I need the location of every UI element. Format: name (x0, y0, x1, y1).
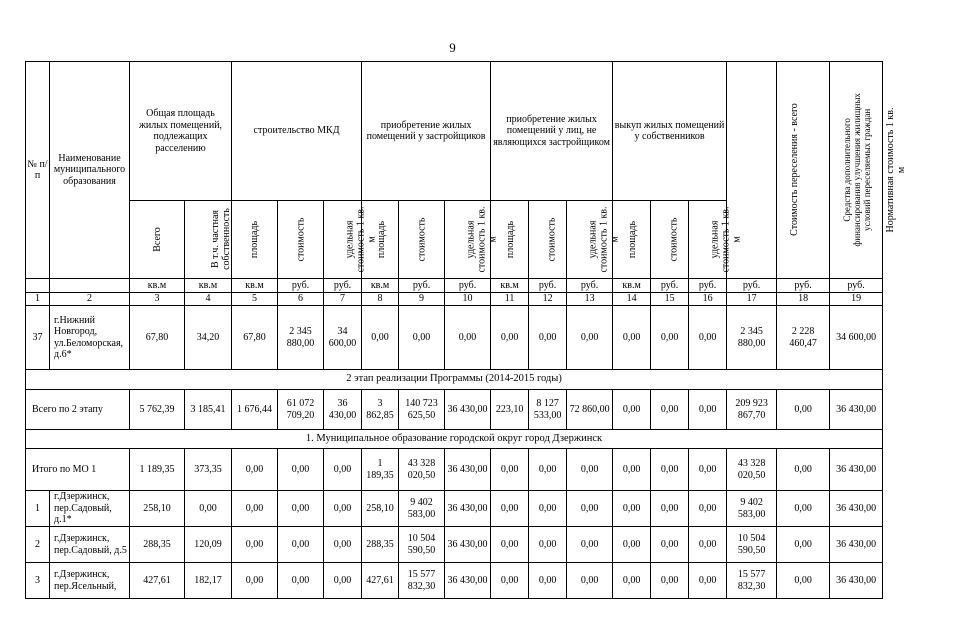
subheader-cost: стоимость (399, 201, 445, 279)
cell: 36 430,00 (445, 390, 491, 430)
row-name: г.Нижний Новгород, ул.Беломорская, д.6* (50, 306, 130, 370)
unit-cell: кв.м (232, 279, 278, 293)
cell: 288,35 (130, 527, 185, 563)
resettlement-table (25, 61, 908, 599)
unit-cell: руб. (689, 279, 727, 293)
cell: 0,00 (232, 491, 278, 527)
table-row (26, 527, 883, 563)
unit-cell: руб. (445, 279, 491, 293)
cell: 0,00 (529, 563, 567, 599)
cell: 0,00 (777, 449, 830, 491)
cell: 0,00 (651, 306, 689, 370)
header-name: Наименование муниципального образования (50, 62, 130, 279)
unit-cell: руб. (727, 279, 777, 293)
unit-cell: руб. (324, 279, 362, 293)
subheader-area: площадь (491, 201, 529, 279)
cell: 10 504 590,50 (399, 527, 445, 563)
row-number: 2 (26, 527, 50, 563)
cell: 0,00 (777, 491, 830, 527)
header-buyout: выкуп жилых помещений у собственников (613, 62, 727, 201)
column-number: 5 (232, 293, 278, 306)
cell: 1 189,35 (362, 449, 399, 491)
unit-cell: руб. (651, 279, 689, 293)
cell: 0,00 (324, 491, 362, 527)
cell: 373,35 (185, 449, 232, 491)
cell: 120,09 (185, 527, 232, 563)
header-extra-funds: Средства дополнительного финансирования улучшения жилищных условий переселяемых граждан (777, 62, 830, 279)
column-number: 12 (529, 293, 567, 306)
cell: 0,00 (613, 527, 651, 563)
table-row (26, 563, 883, 599)
cell: 0,00 (491, 527, 529, 563)
header-construction: строительство МКД (232, 62, 362, 201)
table-row (26, 306, 883, 370)
cell: 0,00 (491, 306, 529, 370)
cell: 0,00 (567, 449, 613, 491)
cell: 0,00 (689, 563, 727, 599)
cell: 0,00 (567, 306, 613, 370)
cell: 0,00 (529, 527, 567, 563)
cell: 36 430,00 (324, 390, 362, 430)
total-row (26, 449, 883, 491)
header-num: № п/п (26, 62, 50, 279)
column-number: 18 (777, 293, 830, 306)
units-row (26, 279, 883, 293)
column-number: 6 (278, 293, 324, 306)
cell: 209 923 867,70 (727, 390, 777, 430)
column-number: 19 (830, 293, 883, 306)
cell: 9 402 583,00 (399, 491, 445, 527)
cell: 36 430,00 (445, 449, 491, 491)
header-norm-cost: Нормативная стоимость 1 кв. м (830, 62, 883, 279)
cell: 0,00 (689, 390, 727, 430)
cell: 0,00 (651, 491, 689, 527)
cell: 0,00 (777, 563, 830, 599)
cell: 9 402 583,00 (727, 491, 777, 527)
cell: 15 577 832,30 (727, 563, 777, 599)
cell: 0,00 (491, 563, 529, 599)
cell: 0,00 (232, 527, 278, 563)
unit-cell: руб. (529, 279, 567, 293)
column-number: 13 (567, 293, 613, 306)
cell: 0,00 (529, 306, 567, 370)
cell: 0,00 (324, 527, 362, 563)
cell: 223,10 (491, 390, 529, 430)
subheader-cost: стоимость (529, 201, 567, 279)
column-number-row (26, 293, 883, 306)
subheader-unit-cost: удельная стоимость 1 кв. м (324, 201, 362, 279)
row-number: 1 (26, 491, 50, 527)
cell: 0,00 (232, 563, 278, 599)
column-number: 9 (399, 293, 445, 306)
mo1-title: 1. Муниципальное образование городской округ город Дзержинск (26, 430, 883, 449)
subheader-unit-cost: удельная стоимость 1 кв. м (445, 201, 491, 279)
column-number: 2 (50, 293, 130, 306)
subheader-area: площадь (232, 201, 278, 279)
subheader-area: площадь (613, 201, 651, 279)
row-number: 37 (26, 306, 50, 370)
column-number: 1 (26, 293, 50, 306)
cell: 258,10 (362, 491, 399, 527)
cell: 0,00 (613, 563, 651, 599)
column-number: 14 (613, 293, 651, 306)
cell: 258,10 (130, 491, 185, 527)
section-title-row (26, 370, 883, 390)
cell: 182,17 (185, 563, 232, 599)
cell: 2 345 880,00 (278, 306, 324, 370)
cell: 61 072 709,20 (278, 390, 324, 430)
cell: 0,00 (324, 563, 362, 599)
cell: 0,00 (689, 306, 727, 370)
subheader-private: В т.ч. частная собственность (185, 201, 232, 279)
cell: 34 600,00 (324, 306, 362, 370)
cell: 0,00 (689, 491, 727, 527)
unit-cell: руб. (567, 279, 613, 293)
cell: 36 430,00 (830, 563, 883, 599)
cell: 0,00 (651, 390, 689, 430)
cell: 1 189,35 (130, 449, 185, 491)
cell: 0,00 (185, 491, 232, 527)
cell: 0,00 (362, 306, 399, 370)
cell: 0,00 (613, 491, 651, 527)
cell: 3 862,85 (362, 390, 399, 430)
column-number: 4 (185, 293, 232, 306)
subheader-total: Всего (130, 201, 185, 279)
column-number: 7 (324, 293, 362, 306)
cell: 288,35 (362, 527, 399, 563)
unit-cell: руб. (777, 279, 830, 293)
cell: 36 430,00 (445, 491, 491, 527)
cell: 2 345 880,00 (727, 306, 777, 370)
cell: 427,61 (362, 563, 399, 599)
subheader-unit-cost: удельная стоимость 1 кв. м (567, 201, 613, 279)
cell: 0,00 (491, 449, 529, 491)
cell: 43 328 020,50 (727, 449, 777, 491)
unit-cell (50, 279, 130, 293)
cell: 0,00 (613, 390, 651, 430)
column-number: 11 (491, 293, 529, 306)
cell: 0,00 (567, 563, 613, 599)
unit-cell: кв.м (130, 279, 185, 293)
cell: 140 723 625,50 (399, 390, 445, 430)
header-total-area: Общая площадь жилых помещений, подлежащих расселению (130, 62, 232, 201)
cell: 0,00 (567, 491, 613, 527)
cell: 0,00 (491, 491, 529, 527)
stage2-total-label: Всего по 2 этапу (26, 390, 130, 430)
section-title-row (26, 430, 883, 449)
unit-cell (26, 279, 50, 293)
cell: 0,00 (613, 306, 651, 370)
cell: 0,00 (567, 527, 613, 563)
table-row (26, 491, 883, 527)
stage2-title: 2 этап реализации Программы (2014-2015 годы) (26, 370, 883, 390)
cell: 5 762,39 (130, 390, 185, 430)
subheader-cost: стоимость (278, 201, 324, 279)
cell: 0,00 (651, 449, 689, 491)
cell: 427,61 (130, 563, 185, 599)
cell: 8 127 533,00 (529, 390, 567, 430)
cell: 34 600,00 (830, 306, 883, 370)
column-number: 8 (362, 293, 399, 306)
cell: 0,00 (445, 306, 491, 370)
header-acq-non-developers: приобретение жилых помещений у лиц, не являющихся застройщиком (491, 62, 613, 201)
unit-cell: руб. (399, 279, 445, 293)
cell: 36 430,00 (830, 390, 883, 430)
mo1-total-label: Итого по МО 1 (26, 449, 130, 491)
column-number: 10 (445, 293, 491, 306)
cell: 0,00 (689, 449, 727, 491)
cell: 1 676,44 (232, 390, 278, 430)
cell: 2 228 460,47 (777, 306, 830, 370)
subheader-unit-cost: удельная стоимость 1 кв. м (689, 201, 727, 279)
cell: 36 430,00 (830, 527, 883, 563)
cell: 36 430,00 (830, 449, 883, 491)
cell: 0,00 (232, 449, 278, 491)
column-number: 17 (727, 293, 777, 306)
page-number: 9 (449, 40, 456, 55)
cell: 36 430,00 (445, 563, 491, 599)
cell: 15 577 832,30 (399, 563, 445, 599)
subheader-cost: стоимость (651, 201, 689, 279)
unit-cell: руб. (278, 279, 324, 293)
cell: 67,80 (130, 306, 185, 370)
row-number: 3 (26, 563, 50, 599)
header-acq-developers: приобретение жилых помещений у застройщиков (362, 62, 491, 201)
row-name: г.Дзержинск, пер.Садовый, д.5 (50, 527, 130, 563)
cell: 0,00 (278, 563, 324, 599)
unit-cell: кв.м (613, 279, 651, 293)
cell: 3 185,41 (185, 390, 232, 430)
cell: 67,80 (232, 306, 278, 370)
cell: 10 504 590,50 (727, 527, 777, 563)
cell: 0,00 (777, 527, 830, 563)
cell: 72 860,00 (567, 390, 613, 430)
row-name: г.Дзержинск, пер.Садовый, д.1* (50, 491, 130, 527)
cell: 34,20 (185, 306, 232, 370)
cell: 0,00 (278, 491, 324, 527)
cell: 0,00 (651, 563, 689, 599)
unit-cell: руб. (830, 279, 883, 293)
cell: 0,00 (278, 449, 324, 491)
cell: 36 430,00 (445, 527, 491, 563)
cell: 0,00 (278, 527, 324, 563)
cell: 0,00 (529, 491, 567, 527)
cell: 0,00 (399, 306, 445, 370)
header-row-groups (26, 62, 883, 201)
column-number: 16 (689, 293, 727, 306)
cell: 0,00 (777, 390, 830, 430)
unit-cell: кв.м (362, 279, 399, 293)
column-number: 15 (651, 293, 689, 306)
unit-cell: кв.м (491, 279, 529, 293)
cell: 0,00 (651, 527, 689, 563)
header-cost-total: Стоимость переселения - всего (727, 62, 777, 279)
cell: 0,00 (529, 449, 567, 491)
subheader-area: площадь (362, 201, 399, 279)
unit-cell: кв.м (185, 279, 232, 293)
cell: 43 328 020,50 (399, 449, 445, 491)
row-name: г.Дзержинск, пер.Ясельный, (50, 563, 130, 599)
column-number: 3 (130, 293, 185, 306)
cell: 0,00 (324, 449, 362, 491)
cell: 36 430,00 (830, 491, 883, 527)
cell: 0,00 (689, 527, 727, 563)
cell: 0,00 (613, 449, 651, 491)
total-row (26, 390, 883, 430)
